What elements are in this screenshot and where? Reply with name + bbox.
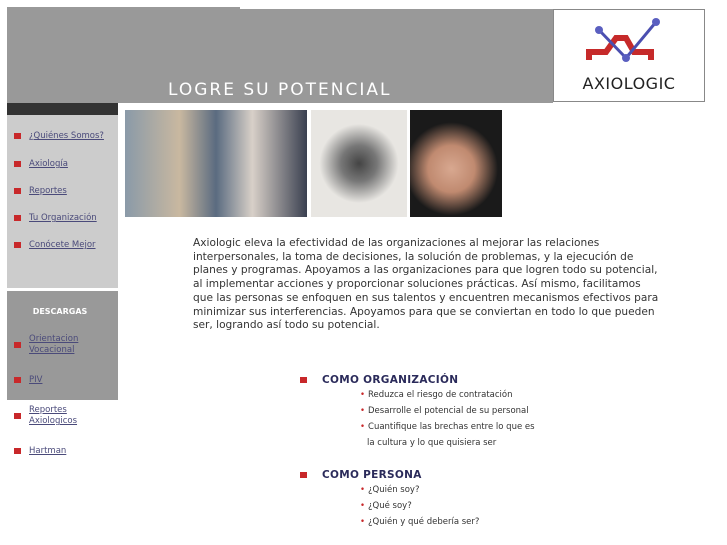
nav-axiologia[interactable]: Axiología [29,159,68,169]
bullet-icon [14,413,21,419]
group-overhead-photo [311,110,407,217]
bullet-icon [300,377,307,383]
label: Vocacional [29,345,75,355]
nav-conocete-mejor[interactable]: Conócete Mejor [29,240,96,250]
section-organization-title: COMO ORGANIZACIÓN [322,374,459,386]
bullet-icon [14,215,21,221]
list-item: • ¿Quién soy? [360,485,420,495]
list-item: • ¿Qué soy? [360,501,412,511]
label: Reportes [29,405,67,415]
download-piv[interactable]: PIV [29,375,43,385]
download-orientacion-vocacional[interactable] [29,334,78,356]
list-item: • ¿Quién y qué debería ser? [360,517,480,527]
nav-reportes[interactable]: Reportes [29,186,67,196]
nav-quienes-somos[interactable]: ¿Quiénes Somos? [29,131,104,141]
bullet-icon [300,472,307,478]
bullet-icon [14,342,21,348]
bullet-icon [14,188,21,194]
download-reportes-axiologicos[interactable] [29,405,77,427]
bullet-icon [14,448,21,454]
bullet-icon [14,242,21,248]
label: Orientacion [29,334,79,344]
list-item: • Reduzca el riesgo de contratación [360,390,513,400]
business-team-photo [125,110,307,217]
bullet-icon [14,377,21,383]
logo[interactable] [553,9,705,102]
list-item-continued: la cultura y lo que quisiera ser [367,438,497,448]
intro-paragraph: Axiologic eleva la efectividad de las organizaciones al mejorar las relaciones interpersonales, la toma de decisiones, la solución de problemas, y la ejecución de planes y programas. Apoyamos a las organizaciones para que logren todo su potencial, al implementar acciones y proporcionar soluciones prácticas. Así mismo, facilitamos que las personas se enfoquen en sus talentos y encuentren mecanismos efectivos para minimizar sus interferencias. Apoyamos para que se conviertan en todo lo que pueden ser, logrando así todo su potencial. [193,237,659,332]
logo-text: AXIOLOGIC [582,74,676,93]
download-hartman[interactable]: Hartman [29,446,67,456]
smiling-woman-photo [410,110,502,217]
list-item: • Desarrolle el potencial de su personal [360,406,529,416]
bullet-icon [14,133,21,139]
list-item: • Cuantifique las brechas entre lo que es [360,422,535,432]
downloads-title: DESCARGAS [32,307,88,316]
bullet-icon [14,161,21,167]
tagline: LOGRE SU POTENCIAL [168,80,392,100]
section-person-title: COMO PERSONA [322,469,422,481]
logo-molecule-icon [554,10,706,70]
nav-tu-organizacion[interactable]: Tu Organización [29,213,97,223]
label: Axiologicos [29,416,78,426]
sidebar-top-bar [7,103,118,115]
